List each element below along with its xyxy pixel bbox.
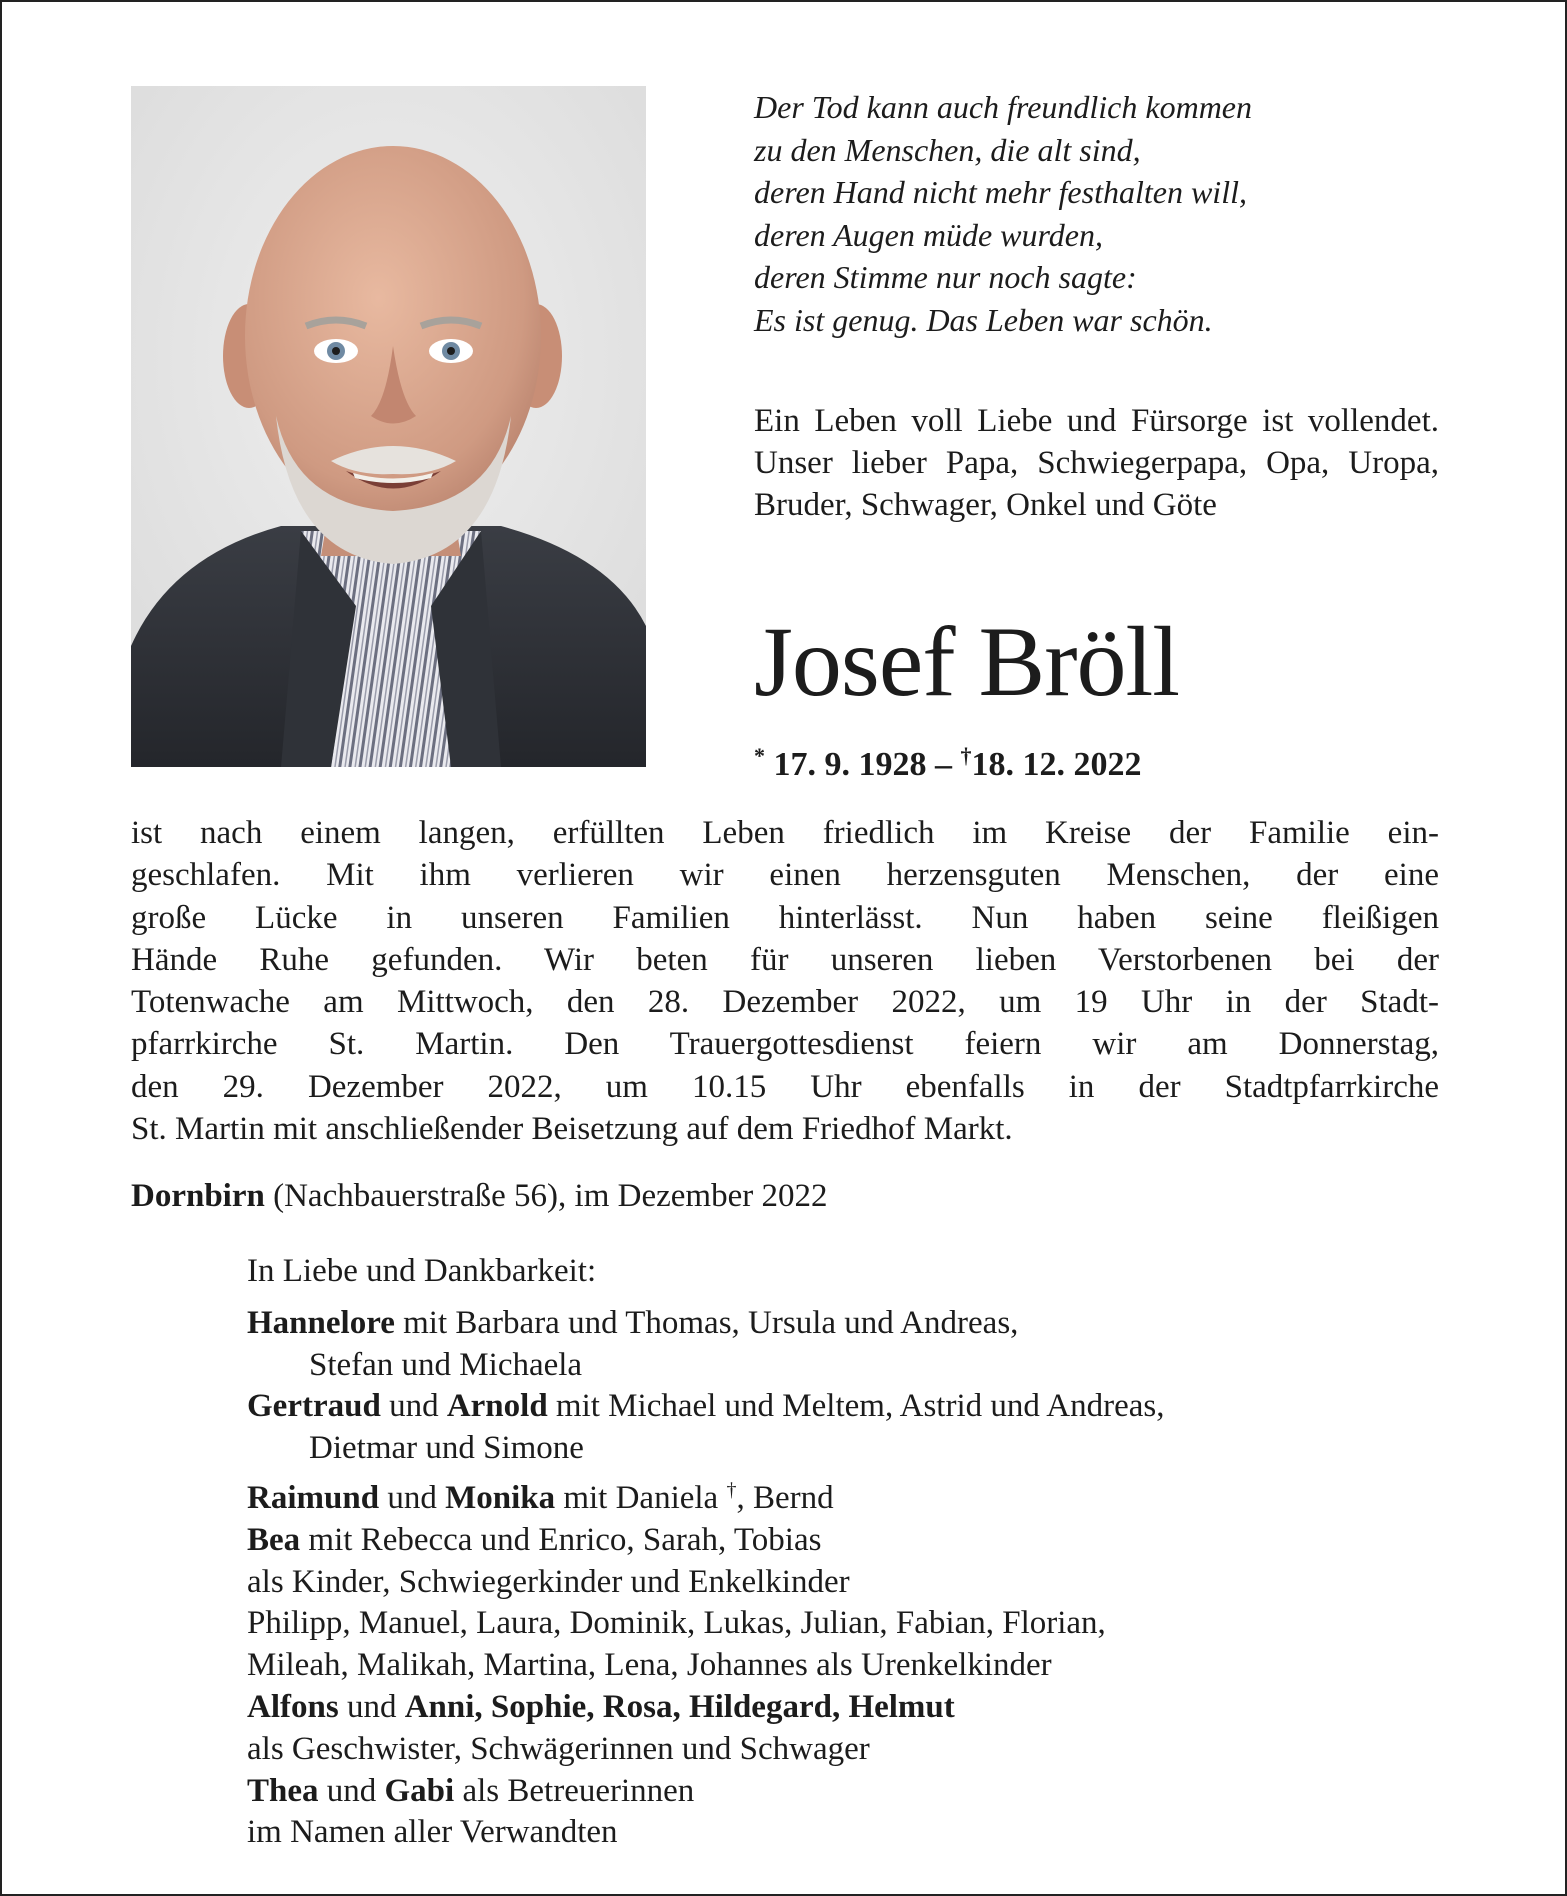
mourner-text: mit Rebecca und Enrico, Sarah, Tobias [300, 1521, 822, 1558]
life-dates [754, 734, 1142, 787]
mourner-row [247, 1470, 1447, 1520]
mourner-row [247, 1303, 1447, 1345]
poem-line: deren Augen müde wurden, [754, 216, 1103, 253]
mourner-row [247, 1771, 1447, 1813]
mourner-row [247, 1386, 1447, 1428]
mourner-name: Monika [445, 1479, 556, 1516]
mourners-list [247, 1251, 1447, 1854]
mourner-text: mit Daniela [555, 1479, 727, 1516]
mourner-continuation: Stefan und Michaela [309, 1346, 583, 1383]
mourner-text: als Betreuerinnen [454, 1772, 695, 1809]
portrait-photo [131, 86, 646, 767]
cross-mark: † [726, 1478, 737, 1501]
mourner-text: und [338, 1688, 405, 1725]
mourners-heading: In Liebe und Dankbarkeit: [247, 1253, 597, 1289]
mourner-text: und [379, 1479, 446, 1516]
announcement-text [131, 812, 1439, 1150]
announcement-line: Totenwache am Mittwoch, den 28. Dezember 2022, um 19 Uhr in der Stadt- [131, 984, 1439, 1021]
date-separator: – [935, 746, 952, 783]
announcement-line: pfarrkirche St. Martin. Den Trauergottesdienst feiern wir am Donnerstag, [131, 1026, 1439, 1063]
mourner-name: Bea [247, 1521, 301, 1558]
place-and-date [131, 1175, 827, 1217]
mourner-name: Anni, Sophie, Rosa, Hildegard, Helmut [404, 1688, 955, 1725]
relation-line: als Geschwister, Schwägerinnen und Schwager [247, 1730, 870, 1767]
poem [754, 86, 1474, 341]
mourner-name: Gertraud [247, 1388, 381, 1425]
poem-line: deren Stimme nur noch sagte: [754, 259, 1137, 295]
announcement-line: St. Martin mit anschließender Beisetzung auf dem Friedhof Markt. [131, 1111, 1013, 1148]
announcement-line: ist nach einem langen, erfüllten Leben friedlich im Kreise der Familie ein- [131, 815, 1439, 851]
urenkel-line: Mileah, Malikah, Martina, Lena, Johannes als Urenkelkinder [247, 1647, 1052, 1684]
announcement-line: geschlafen. Mit ihm verlieren wir einen herzensguten Menschen, der eine [131, 857, 1439, 894]
mourner-name: Alfons [247, 1688, 339, 1725]
mourner-text: und [380, 1388, 447, 1425]
mourner-text: und [318, 1772, 385, 1809]
birth-mark: * [754, 743, 765, 768]
place-city: Dornbirn [131, 1178, 265, 1214]
poem-line: deren Hand nicht mehr festhalten will, [754, 174, 1247, 210]
announcement-line: Hände Ruhe gefunden. Wir beten für unseren lieben Verstorbenen bei der [131, 941, 1439, 978]
portrait-illustration [131, 86, 646, 767]
mourner-text: mit Michael und Meltem, Astrid und Andreas, [547, 1388, 1165, 1425]
deceased-name: Josef Bröll [754, 606, 1180, 717]
poem-line: Der Tod kann auch freundlich kommen [754, 89, 1252, 125]
mourner-name: Arnold [446, 1388, 548, 1425]
announcement-line: den 29. Dezember 2022, um 10.15 Uhr ebenfalls in der Stadtpfarrkirche [131, 1068, 1439, 1105]
poem-line: zu den Menschen, die alt sind, [754, 131, 1141, 168]
mourner-name: Hannelore [247, 1304, 395, 1341]
mourner-name: Thea [247, 1772, 319, 1809]
mourner-row [247, 1687, 1447, 1729]
mourner-continuation: Dietmar und Simone [309, 1430, 584, 1467]
death-date: 18. 12. 2022 [971, 746, 1142, 783]
place-rest: (Nachbauerstraße 56), im Dezember 2022 [264, 1178, 828, 1214]
birth-date: 17. 9. 1928 [773, 746, 927, 783]
mourner-text: mit Barbara und Thomas, Ursula und Andreas, [394, 1304, 1019, 1341]
mourner-name: Gabi [384, 1772, 455, 1809]
death-mark: † [960, 743, 972, 768]
closing-line: im Namen aller Verwandten [247, 1814, 618, 1851]
announcement-line: große Lücke in unseren Familien hinterlässt. Nun haben seine fleißigen [131, 899, 1439, 936]
intro-text: Ein Leben voll Liebe und Fürsorge ist vollendet. Unser lieber Papa, Schwiegerpapa, Opa, Uropa, Bruder, Schwager, Onkel und Göte [754, 403, 1439, 523]
mourner-row [247, 1520, 1447, 1562]
relation-line: als Kinder, Schwiegerkinder und Enkelkinder [247, 1563, 850, 1600]
urenkel-line: Philipp, Manuel, Laura, Dominik, Lukas, Julian, Fabian, Florian, [247, 1605, 1106, 1642]
mourner-name: Raimund [247, 1479, 380, 1516]
poem-line: Es ist genug. Das Leben war schön. [754, 301, 1213, 338]
mourner-text: , Bernd [736, 1479, 834, 1516]
